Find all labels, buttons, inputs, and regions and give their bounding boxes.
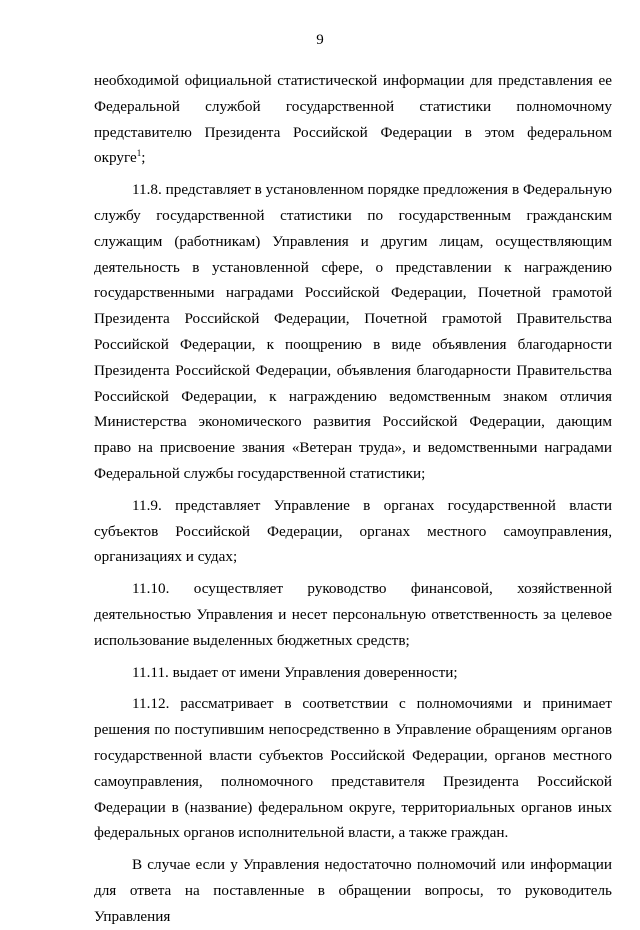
paragraph-11-11: 11.11. выдает от имени Управления доверенности; <box>132 663 458 681</box>
paragraph-continuation <box>94 68 612 171</box>
paragraph-text: необходимой официальной статистической информации для представления ее Федеральной службой государственной статистики полномочному представителю Президента Российской Федерации в этом федеральном округе <box>94 72 612 167</box>
paragraph-11-12: 11.12. рассматривает в соответствии с полномочиями и принимает решения по поступившим непосредственно в Управление обращениям органов государственной власти субъектов Российской Федерации, органов местного самоуправления, полномочного представителя Президента Российской Федерации в (название) федеральном округе, территориальных органов иных федеральных органов исполнительной власти, а также граждан. <box>94 695 612 842</box>
paragraph-tail: ; <box>141 149 146 167</box>
document-body <box>94 68 612 930</box>
footnote-marker: 1 <box>136 148 142 159</box>
paragraph-11-10: 11.10. осуществляет руководство финансовой, хозяйственной деятельностью Управления и несет персональную ответственность за целевое использование выделенных бюджетных средств; <box>94 580 612 649</box>
page-number: 9 <box>316 32 324 48</box>
paragraph-11-8: 11.8. представляет в установленном порядке предложения в Федеральную службу государственной статистики по государственным гражданским служащим (работникам) Управления и другим лицам, осуществляющим деятельность в установленной сфере, о представлении к награждению государственными наградами Российской Федерации, Почетной грамотой Президента Российской Федерации, Почетной грамотой Правительства Российской Федерации, к поощрению в виде объявления благодарности Президента Российской Федерации, объявления благодарности Правительства Российской Федерации, к награждению ведомственным знаком отличия Министерства экономического развития Российской Федерации, дающим право на присвоение звания «Ветеран труда», и ведомственными наградами Федеральной службы государственной статистики; <box>94 181 612 482</box>
paragraph-insufficient-authority: В случае если у Управления недостаточно полномочий или информации для ответа на поставленные в обращении вопросы, то руководитель Управления <box>94 856 612 925</box>
paragraph-11-9: 11.9. представляет Управление в органах государственной власти субъектов Российской Федерации, органах местного самоуправления, организациях и судах; <box>94 496 612 566</box>
